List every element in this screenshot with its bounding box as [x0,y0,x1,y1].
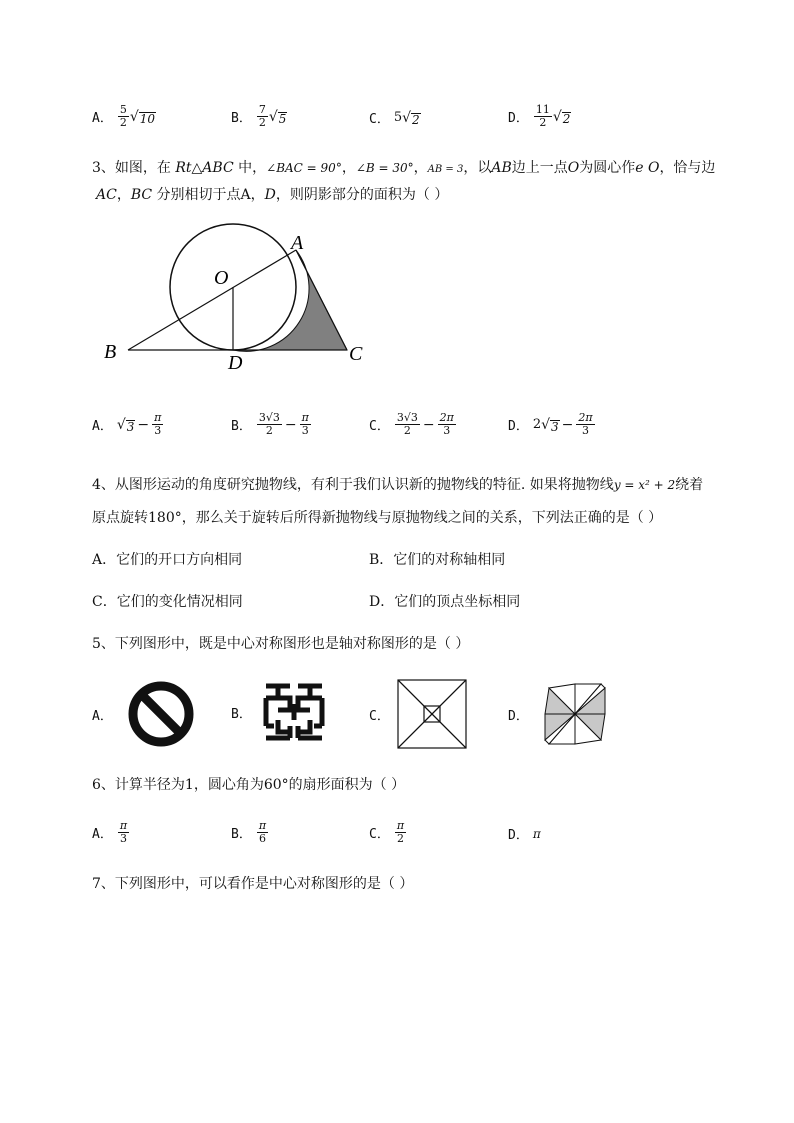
q6-option-c[interactable] [369,820,407,845]
pinwheel-icon [541,680,609,748]
math-equation: y = x² + 2 [613,478,676,492]
numerator: π [301,411,309,424]
text: ，则阴影部分的面积为（ ） [275,187,449,203]
text: ， [413,160,428,176]
option-letter: B． [231,111,252,126]
fraction [534,104,552,129]
denominator: 2 [539,116,547,129]
option-letter: B． [231,706,252,722]
denominator: 3 [119,832,127,845]
q4-option-c[interactable]: C．它们的变化情况相同 [92,594,243,610]
text: ， [341,160,356,176]
q3-option-b[interactable] [231,412,312,437]
sqrt-sign: √ [116,416,126,433]
math-point: D [264,187,276,203]
q2-option-c[interactable] [369,108,421,127]
numerator: π [396,819,405,832]
math-triangle: Rt△ABC [175,160,234,176]
q3-stem-line1 [92,157,715,177]
text: 为圆心作 [579,160,636,176]
math-point: O [567,160,580,176]
denominator: 6 [258,832,266,845]
denominator: 2 [258,116,266,129]
option-letter: C． [369,827,390,842]
numerator: 7 [258,103,266,116]
math-segment: AC [96,187,117,203]
label-c: C [349,343,363,365]
sqrt-sign: √ [129,108,139,125]
q3-option-c[interactable] [369,412,457,437]
text: ， [116,187,131,203]
text: 中， [233,160,267,176]
label-b: B [104,341,117,363]
text: 绕着 [675,477,704,493]
segment-ba [128,250,296,350]
numerator: 3√3 [258,411,280,424]
sqrt-sign: √ [268,108,278,125]
radical [402,110,421,126]
denominator: 2 [396,832,404,845]
numerator: 2π [439,411,454,424]
denominator: 2 [119,116,127,129]
denominator: 3 [301,424,309,437]
q3-option-a[interactable] [92,412,164,437]
option-letter: C． [369,112,390,127]
numerator: 11 [535,103,550,116]
question-number: 3、 [92,160,115,176]
option-letter: D． [508,111,529,126]
square-pinwheel-icon [396,678,468,750]
option-letter: B． [231,827,252,842]
shaded-region [233,250,347,351]
q4-option-a[interactable]: A．它们的开口方向相同 [92,552,243,568]
fraction [438,412,456,437]
math-angle: ∠B = 30° [355,161,414,175]
q5-option-d[interactable] [508,680,609,748]
prohibition-sign-icon [127,680,195,748]
q5-option-c[interactable] [369,678,468,750]
q4-stem-line1 [92,474,703,494]
q4-option-d[interactable]: D．它们的顶点坐标相同 [369,594,521,610]
sqrt-sign: √ [552,108,562,125]
option-letter: C． [369,419,390,434]
fraction [395,412,420,437]
q6-option-d[interactable] [508,824,541,843]
coefficient: 5 [393,110,403,125]
q2-option-b[interactable] [231,104,287,129]
radical [541,417,560,433]
radicand: 5 [278,111,287,126]
radicand: 2 [412,112,420,127]
fraction [257,820,268,845]
fraction [300,412,311,437]
text: 分别相切于点A， [152,187,265,203]
minus-sign: − [561,416,574,433]
option-letter: B． [231,419,252,434]
fraction [257,412,282,437]
math-segment: BC [130,187,153,203]
q3-stem-line2 [96,184,448,204]
radical [130,109,156,125]
option-letter: D． [508,419,529,434]
minus-sign: − [137,416,150,433]
fraction [118,104,129,129]
coefficient: 2 [532,417,542,432]
label-d: D [228,352,243,374]
numerator: 3√3 [396,411,418,424]
numerator: π [119,819,128,832]
q2-option-d[interactable] [508,104,571,129]
fraction [395,820,406,845]
radical [553,109,572,125]
fraction [576,412,594,437]
denominator: 3 [154,424,162,437]
radicand: 3 [551,419,559,434]
minus-sign: − [422,416,435,433]
option-letter: A． [92,111,113,126]
denominator: 2 [265,424,273,437]
label-a: A [291,232,304,254]
radical [117,417,136,433]
radicand: 2 [562,111,571,126]
radical [269,109,288,125]
text: ，以 [463,160,492,176]
value: π [532,826,541,841]
text: ，恰与边 [659,160,716,176]
q6-option-a[interactable] [92,820,130,845]
math-length: AB = 3 [427,164,464,175]
radicand: 10 [139,111,156,126]
label-o: O [214,267,229,289]
numerator: 5 [119,103,127,116]
q3-geometry-figure [100,212,380,377]
text: 边上一点 [511,160,568,176]
numerator: π [154,411,162,424]
q6-stem: 6、计算半径为1，圆心角为60°的扇形面积为（ ） [92,777,406,793]
math-segment: AB [491,160,512,176]
q7-stem: 7、下列图形中，可以看作是中心对称图形的是（ ） [92,876,414,892]
denominator: 3 [582,424,590,437]
fraction [152,412,163,437]
option-letter: A． [92,827,113,842]
q5-stem: 5、下列图形中，既是中心对称图形也是轴对称图形的是（ ） [92,636,470,652]
text: 如图，在 [114,160,176,176]
q4-option-b[interactable]: B．它们的对称轴相同 [369,552,506,568]
numerator: 2π [578,411,593,424]
q6-option-b[interactable] [231,820,269,845]
numerator: π [258,819,267,832]
math-angle: ∠BAC = 90° [266,161,342,175]
maze-pattern-icon [262,680,326,744]
denominator: 2 [403,424,411,437]
q4-stem-line2: 原点旋转180°，那么关于旋转后所得新抛物线与原抛物线之间的关系，下列法正确的是（ ） [92,510,663,526]
fraction [257,104,268,129]
q5-option-a[interactable] [92,680,195,748]
q3-option-d[interactable] [508,412,596,437]
option-letter: D． [508,708,529,724]
option-letter: A． [92,419,113,434]
option-letter: D． [508,828,529,843]
q2-option-a[interactable] [92,104,156,129]
q5-option-b[interactable] [231,680,326,744]
option-letter: C． [369,708,390,724]
radicand: 3 [126,419,135,434]
text: 4、从图形运动的角度研究抛物线，有利于我们认识新的抛物线的特征. 如果将抛物线 [92,477,614,493]
sqrt-sign: √ [541,416,551,433]
math-circle: e O [635,160,660,176]
denominator: 3 [443,424,451,437]
minus-sign: − [284,416,297,433]
fraction [118,820,129,845]
option-letter: A． [92,708,113,724]
sqrt-sign: √ [402,109,412,126]
